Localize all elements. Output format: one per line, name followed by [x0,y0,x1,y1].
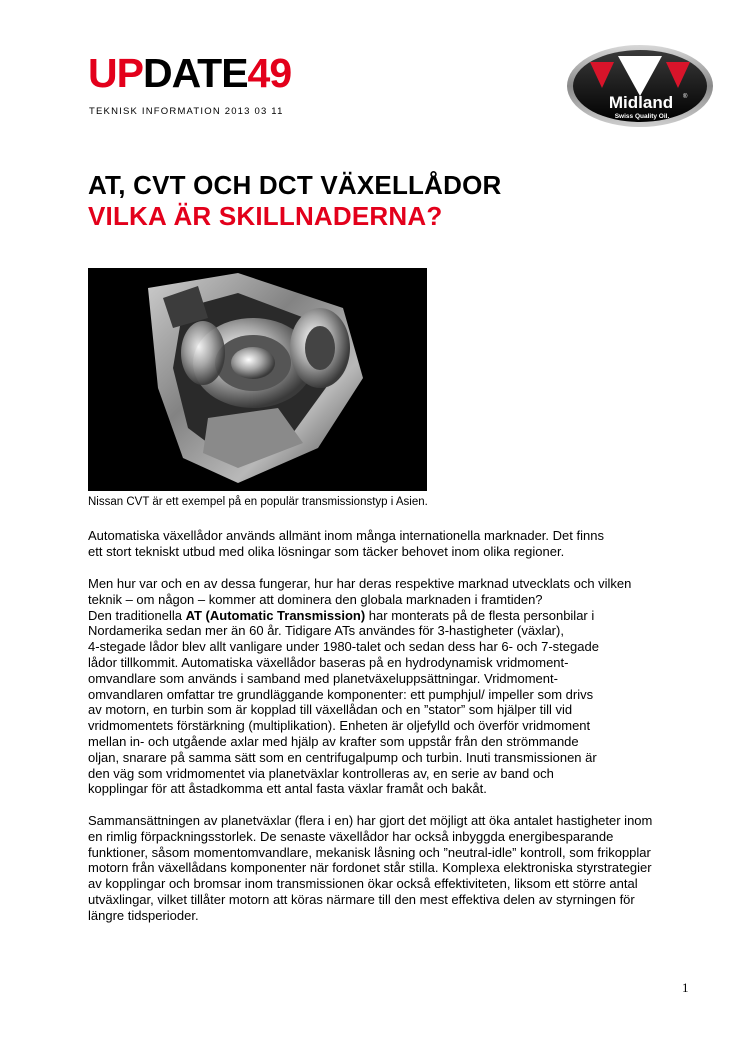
paragraph-line: omvandlaren omfattar tre grundläggande komponenter: ett pumphjul/ impeller som drivs [88,686,594,702]
at-term: AT (Automatic Transmission) [185,607,366,623]
paragraph-line: funktioner, såsom momentomvandlare, mekanisk låsning och ”neutral-idle” kontroll, som frikopplar [88,844,651,860]
paragraph-line: Nordamerika sedan mer än 60 år. Tidigare ATs användes för 3-hastigheter (växlar), [88,623,564,639]
heading-line-1: AT, CVT OCH DCT VÄXELLÅDOR [88,170,502,200]
midland-logo [566,44,714,128]
photo-caption: Nissan CVT är ett exempel på en populär transmissionstyp i Asien. [88,496,428,508]
update-title [88,50,291,96]
cvt-transmission-photo [88,268,427,491]
paragraph-line: den väg som vridmomentet via planetväxlar kontrolleras av, en serie av band och [88,765,554,781]
paragraph-line: motorn från växellådans komponenter när fordonet står stilla. Komplexa elektroniska styrstrategier [88,860,652,876]
title-up: UP [88,50,143,96]
paragraph-line: ett stort tekniskt utbud med olika lösningar som täcker behovet inom olika regioner. [88,543,565,559]
logo-registered: ® [683,94,688,100]
paragraph-line: Men hur var och en av dessa fungerar, hur har deras respektive marknad utvecklats och vilken [88,576,632,591]
paragraph-line: 4-stegade lådor blev allt vanligare under 1980-talet och sedan dess har 6- och 7-stegade [88,639,599,655]
paragraph-2 [88,576,708,797]
paragraph-line: mellan in- och utgående axlar med hjälp av krafter som uppstår från den strömmande [88,733,579,749]
title-date: DATE [142,50,248,96]
at-intro-post: har monterats på de flesta personbilar i [365,607,595,623]
technical-info-subtitle: TEKNISK INFORMATION 2013 03 11 [89,106,284,117]
paragraph-line: Automatiska växellådor används allmänt inom många internationella marknader. Det finns [88,528,604,543]
paragraph-line: lådor tillkommit. Automatiska växellådor baseras på en hydrodynamisk vridmoment- [88,654,569,670]
paragraph-1 [88,528,708,560]
heading-line-2: VILKA ÄR SKILLNADERNA? [88,201,443,231]
paragraph-line: vridmomentets förstärkning (multiplikation). Enheten är oljefylld och överför vridmoment [88,718,591,734]
page-number: 1 [682,980,689,995]
paragraph-line: av kopplingar och bromsar inom transmissionen ökar också effektiviteten, liksom ett större antal [88,876,638,892]
logo-tagline: Swiss Quality Oil. [614,113,670,120]
at-intro-pre: Den traditionella [88,607,186,623]
paragraph-line: utväxlingar, vilket tillåter motorn att köras närmare till den mest effektiva delen av styrningen för [88,891,635,907]
logo-name: Midland [608,93,674,112]
paragraph-line: Sammansättningen av planetväxlar (flera i en) har gjort det möjligt att öka antalet hastigheter inom [88,813,653,828]
title-number: 49 [247,50,292,96]
paragraph-line: längre tidsperioder. [88,907,199,923]
paragraph-line: oljan, snarare på samma sätt som en centrifugalpump och turbin. Inuti transmissionen är [88,749,597,765]
paragraph-3 [88,813,708,924]
paragraph-line: av motorn, en turbin som är kopplad till växellådan och en ”stator” som hjälper till vid [88,702,573,718]
paragraph-line: omvandlare som används i samband med planetväxeluppsättningar. Vridmoment- [88,670,558,686]
paragraph-line: kopplingar för att åstadkomma ett antal fasta växlar framåt och bakåt. [88,781,487,797]
paragraph-line-at-intro [88,608,708,624]
paragraph-line: en rimlig förpackningsstorlek. De senaste växellådor har också inbyggda energibesparande [88,828,614,844]
paragraph-line: teknik – om någon – kommer att dominera den globala marknaden i framtiden? [88,591,543,607]
